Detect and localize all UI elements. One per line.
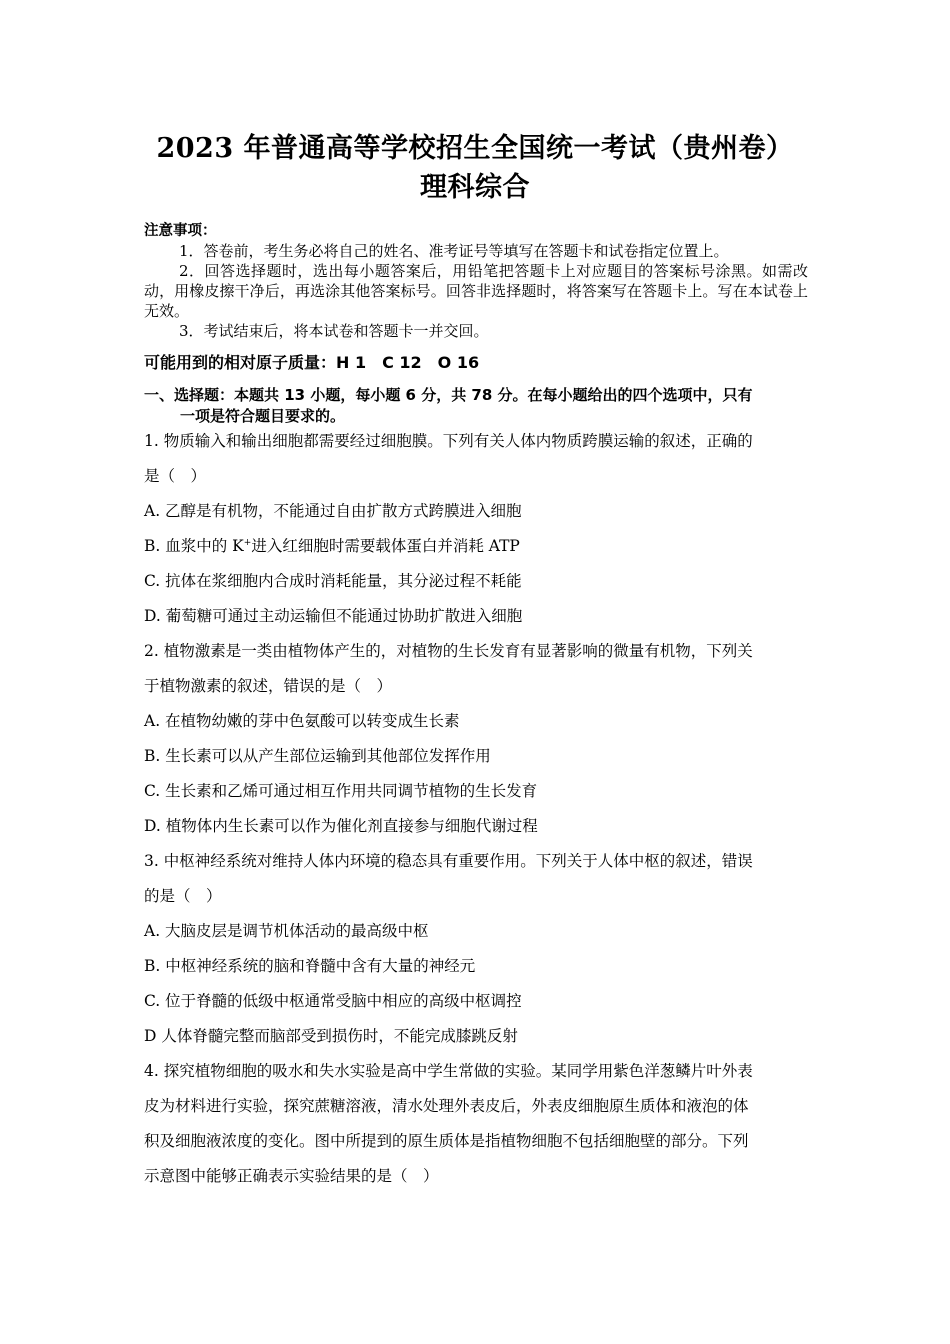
option-text-part: B. 血浆中的 K [144,537,244,555]
section-heading [144,385,808,427]
question-stem: 积及细胞液浓度的变化。图中所提到的原生质体是指植物细胞不包括细胞壁的部分。下列 [144,1132,749,1150]
question-stem: 1. 物质输入和输出细胞都需要经过细胞膜。下列有关人体内物质跨膜运输的叙述，正确的 [144,432,753,450]
option-text: A. 在植物幼嫩的芽中色氨酸可以转变成生长素 [144,712,460,730]
question-stem: 示意图中能够正确表示实验结果的是（ ） [144,1167,439,1185]
question-stem: 2. 植物激素是一类由植物体产生的，对植物的生长发育有显著影响的微量有机物，下列关 [144,642,753,660]
option-text: D 人体脊髓完整而脑部受到损伤时，不能完成膝跳反射 [144,1027,518,1045]
option-text: B. 中枢神经系统的脑和脊髓中含有大量的神经元 [144,957,476,975]
exam-subtitle: 理科综合 [420,172,530,203]
question-list [144,424,808,1194]
option-text-part: 进入红细胞时需要载体蛋白并消耗 ATP [251,537,520,555]
option-text: D. 植物体内生长素可以作为催化剂直接参与细胞代谢过程 [144,817,538,835]
option-text [144,529,808,564]
question-stem: 是（ ） [144,467,207,485]
notice-item: 3．考试结束后，将本试卷和答题卡一并交回。 [179,322,489,340]
exam-title: 2023 年普通高等学校招生全国统一考试（贵州卷） [156,133,794,164]
notice-heading: 注意事项： [144,223,217,239]
question-stem: 4. 探究植物细胞的吸水和失水实验是高中学生常做的实验。某同学用紫色洋葱鳞片叶外表 [144,1062,753,1080]
superscript: + [243,537,252,548]
section-heading-line: 一项是符合题目要求的。 [180,407,346,425]
section-heading-line: 一、选择题：本题共 13 小题，每小题 6 分，共 78 分。在每小题给出的四个选项中，只有 [144,386,753,404]
question-stem: 3. 中枢神经系统对维持人体内环境的稳态具有重要作用。下列关于人体中枢的叙述，错误 [144,852,753,870]
option-text: C. 位于脊髓的低级中枢通常受脑中相应的高级中枢调控 [144,992,522,1010]
notice-item: 1．答卷前，考生务必将自己的姓名、准考证号等填写在答题卡和试卷指定位置上。 [179,242,729,260]
option-text: D. 葡萄糖可通过主动运输但不能通过协助扩散进入细胞 [144,607,523,625]
option-text: C. 生长素和乙烯可通过相互作用共同调节植物的生长发育 [144,782,538,800]
option-text: C. 抗体在浆细胞内合成时消耗能量，其分泌过程不耗能 [144,572,522,590]
option-text: A. 大脑皮层是调节机体活动的最高级中枢 [144,922,429,940]
notice-item: 2．回答选择题时，选出每小题答案后，用铅笔把答题卡上对应题目的答案标号涂黑。如需改动，用橡皮擦干净后，再选涂其他答案标号。回答非选择题时，将答案写在答题卡上。写在本试卷上无效。 [144,262,808,320]
notice-block [144,221,808,341]
question-stem: 于植物激素的叙述，错误的是（ ） [144,677,393,695]
option-text: A. 乙醇是有机物，不能通过自由扩散方式跨膜进入细胞 [144,502,522,520]
option-text: B. 生长素可以从产生部位运输到其他部位发挥作用 [144,747,491,765]
question-stem: 的是（ ） [144,887,222,905]
question-stem: 皮为材料进行实验，探究蔗糖溶液，清水处理外表皮后，外表皮细胞原生质体和液泡的体 [144,1097,749,1115]
atomic-masses: 可能用到的相对原子质量：H 1 C 12 O 16 [144,353,480,372]
